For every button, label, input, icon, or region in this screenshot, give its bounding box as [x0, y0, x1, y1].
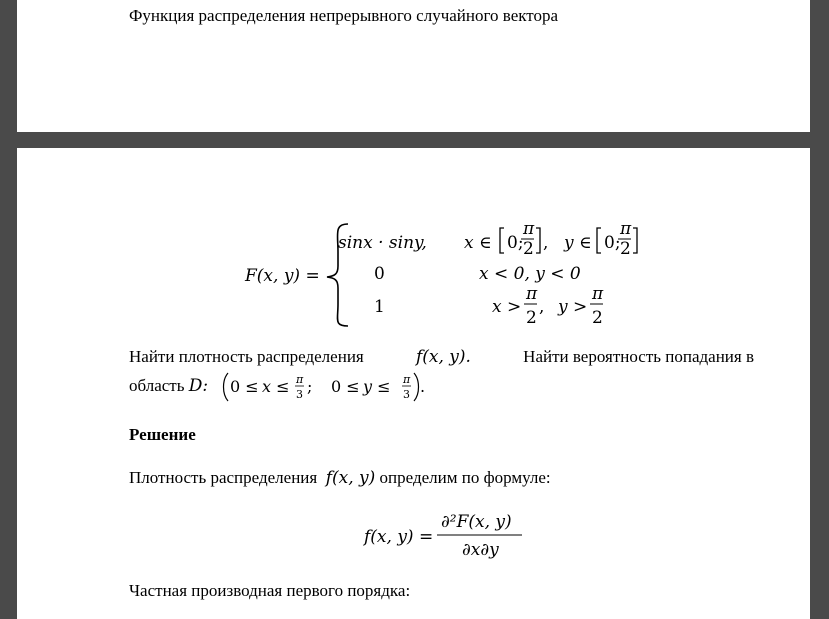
- two-2: 2: [620, 239, 631, 259]
- svg-text:3: 3: [403, 388, 410, 401]
- region-inequalities: [17, 148, 810, 408]
- task-density-symbol: f(x, y).: [415, 347, 471, 367]
- case2-condition: x < 0, y < 0: [479, 264, 581, 284]
- svg-text:0 ≤: 0 ≤: [331, 377, 360, 396]
- case1-expression: sinx · siny,: [338, 233, 427, 253]
- document-page-2: [17, 148, 810, 619]
- pi-frac-2: π: [620, 219, 632, 239]
- svg-text:x ≤: x ≤: [262, 377, 290, 396]
- svg-text:;: ;: [307, 377, 313, 396]
- density-sentence: [129, 468, 551, 488]
- task-region-label: область: [129, 376, 185, 395]
- svg-text:π: π: [403, 373, 411, 386]
- pi-frac-3: π: [526, 284, 538, 304]
- task-text-part-1: Найти плотность распределения: [129, 347, 364, 366]
- svg-text:.: .: [420, 377, 426, 396]
- svg-text:0 ≤: 0 ≤: [230, 377, 259, 396]
- case1-x-symbol: x ∈: [464, 233, 492, 253]
- svg-text:y ≤: y ≤: [363, 377, 391, 396]
- comma-3: ,: [539, 297, 545, 317]
- density-formula-lhs: f(x, y) =: [364, 527, 434, 547]
- svg-text:π: π: [296, 373, 304, 386]
- density-formula-denominator: ∂x∂y: [462, 540, 499, 560]
- page-heading: Функция распределения непрерывного случайного вектора: [129, 6, 559, 25]
- case1-x-lower: 0;: [507, 233, 524, 253]
- partial-derivative-sentence: Частная производная первого порядка:: [129, 581, 411, 600]
- two-4: 2: [592, 308, 603, 328]
- case1-y-symbol: y ∈: [564, 233, 592, 253]
- comma-1: ,: [543, 233, 549, 253]
- two-1: 2: [523, 239, 534, 259]
- paren-close: [414, 373, 419, 401]
- formula-lhs: F(x, y) =: [245, 266, 320, 286]
- pi-frac-4: π: [592, 284, 604, 304]
- solution-heading: Решение: [129, 425, 196, 444]
- document-page-1: [17, 0, 810, 132]
- case3-expression: 1: [374, 297, 385, 317]
- density-text-part-2: определим по формуле:: [379, 468, 551, 487]
- density-formula-numerator: ∂²F(x, y): [441, 512, 512, 532]
- paren-open: [224, 373, 229, 401]
- pi-frac-1: π: [523, 219, 535, 239]
- density-formula: [17, 503, 810, 563]
- case3-x-symbol: x >: [492, 297, 522, 317]
- case3-y-symbol: y >: [558, 297, 588, 317]
- case1-y-lower: 0;: [604, 233, 621, 253]
- density-text-part-1: Плотность распределения: [129, 468, 318, 487]
- two-3: 2: [526, 308, 537, 328]
- case2-expression: 0: [374, 264, 385, 284]
- density-symbol: f(x, y): [325, 468, 376, 488]
- task-text-part-2: Найти вероятность попадания в: [523, 347, 754, 366]
- svg-text:3: 3: [296, 388, 303, 401]
- region-symbol: D:: [188, 376, 209, 396]
